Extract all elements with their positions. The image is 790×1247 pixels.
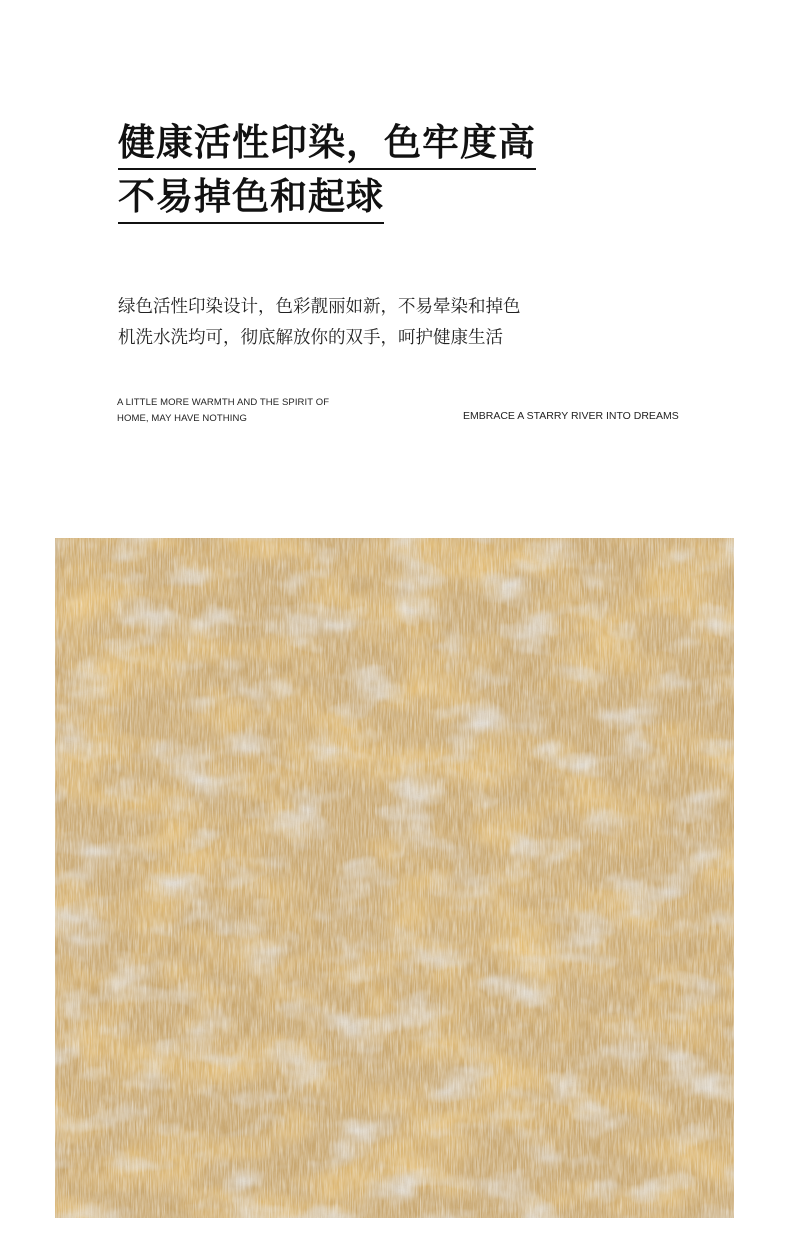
description-line-1: 绿色活性印染设计，色彩靓丽如新，不易晕染和掉色 [118,297,521,317]
tagline-left-line-1: A LITTLE MORE WARMTH AND THE SPIRIT OF [117,397,330,408]
fabric-swatch-image [55,538,734,1218]
headline-line-2: 不易掉色和起球 [118,172,384,224]
headline-line-1: 健康活性印染，色牢度高 [118,118,536,170]
tagline-right: EMBRACE A STARRY RIVER INTO DREAMS [463,410,679,422]
description [118,292,678,354]
fabric-cream-streaks [55,538,734,1218]
tagline-left-line-2: HOME, MAY HAVE NOTHING [117,413,247,424]
description-line-2: 机洗水洗均可，彻底解放你的双手，呵护健康生活 [118,328,503,348]
tagline-left [117,395,357,427]
headline [118,118,678,226]
fabric-texture [55,538,734,1218]
